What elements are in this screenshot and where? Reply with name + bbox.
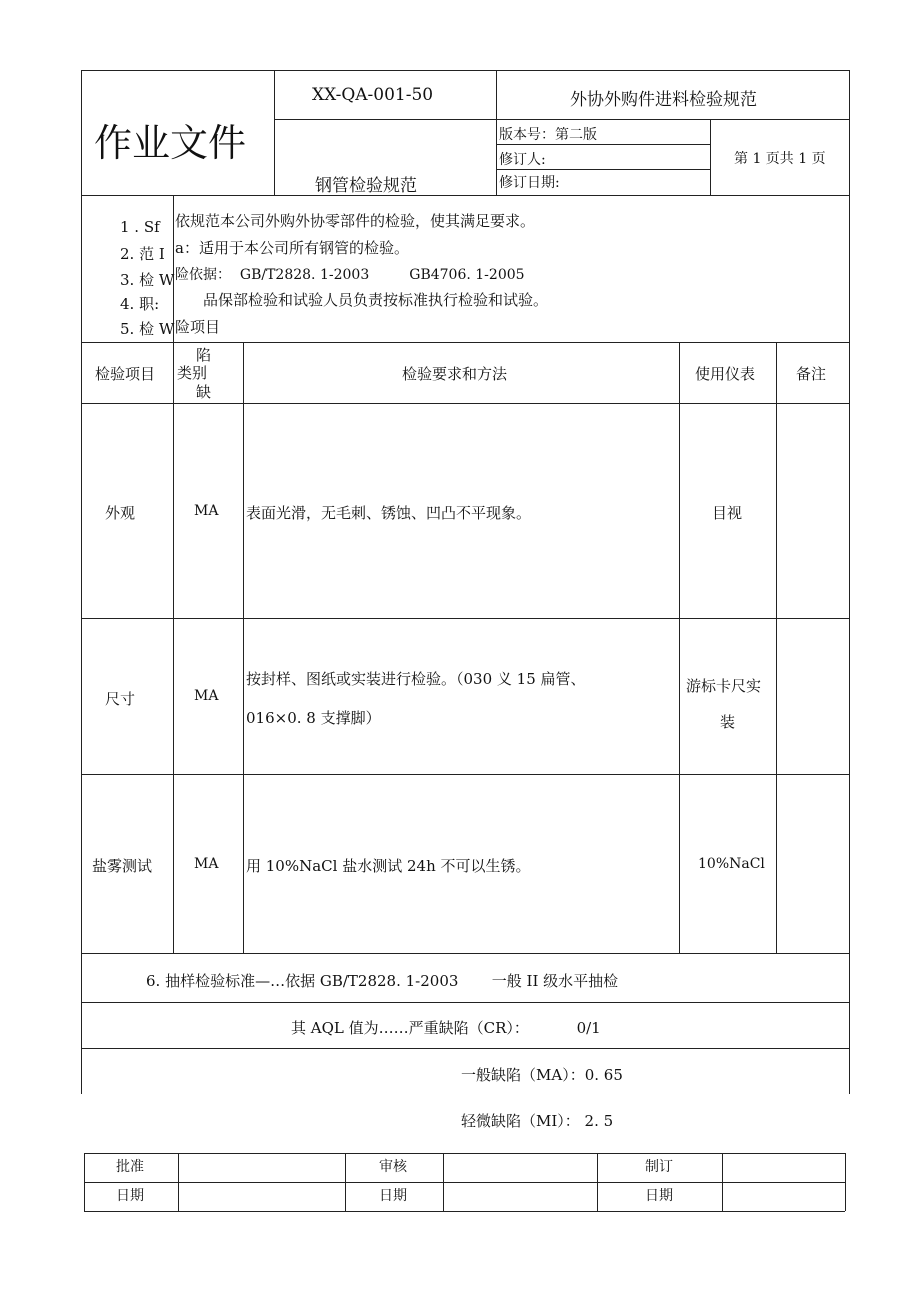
approval-col-0	[84, 1153, 85, 1211]
table-col-1	[173, 342, 174, 953]
row1-instrument: 目视	[712, 504, 743, 522]
frame-top	[81, 70, 849, 71]
approval-mid	[84, 1182, 845, 1183]
doc-type-title: 作业文件	[94, 121, 247, 165]
review-date-label: 日期	[379, 1188, 407, 1204]
approval-col-1	[178, 1153, 179, 1211]
header-divider-3	[710, 119, 711, 195]
row1-item: 外观	[105, 504, 136, 522]
row2-defect: MA	[194, 688, 219, 704]
subject-title: 钢管检验规范	[315, 176, 417, 196]
approval-col-2	[345, 1153, 346, 1211]
section-text-2: a：适用于本公司所有钢管的检验。	[175, 239, 409, 257]
mi-line: 轻微缺陷（MI）： 2. 5	[461, 1112, 614, 1130]
row1-defect: MA	[194, 503, 219, 519]
prepare-date-label: 日期	[645, 1188, 673, 1204]
section-num-3: 3. 检 W	[120, 271, 175, 289]
table-bottom-line	[81, 953, 849, 954]
page-info: 第 1 页共 1 页	[734, 151, 826, 167]
row3-instrument: 10%NaCl	[698, 856, 765, 872]
row2-method-line1: 按封样、图纸或实装进行检验。（030 义 15 扁管、	[246, 670, 586, 688]
th-instrument: 使用仪表	[695, 365, 756, 383]
section-text-3: 险依据： GB/T2828. 1-2003 GB4706. 1-2005	[175, 267, 525, 283]
header-subline-2	[496, 169, 710, 170]
header-subline-1	[496, 144, 710, 145]
aql-line: 其 AQL 值为……严重缺陷（CR）： 0/1	[291, 1019, 601, 1037]
header-divider-2	[496, 70, 497, 195]
approve-date-label: 日期	[116, 1188, 144, 1204]
section-num-1: 1 . Sf	[120, 218, 160, 236]
th-defect-bottom: 缺	[196, 383, 212, 401]
doc-code: XX-QA-001-50	[312, 85, 434, 105]
th-defect-mid: 类别	[177, 364, 208, 382]
th-method: 检验要求和方法	[402, 365, 508, 383]
header-bottom-line	[81, 195, 849, 196]
approval-col-4	[597, 1153, 598, 1211]
header-mid-line	[274, 119, 849, 120]
section-text-4: 品保部检验和试验人员负责按标准执行检验和试验。	[203, 291, 549, 309]
row2-item: 尺寸	[105, 690, 136, 708]
header-divider-1	[274, 70, 275, 195]
reviser-label: 修订人:	[499, 152, 546, 168]
section-text-5: 险项目	[175, 318, 221, 336]
sampling-standard: 6. 抽样检验标准—…依据 GB/T2828. 1-2003 一般 II 级水平抽检	[146, 972, 619, 990]
row3-method: 用 10%NaCl 盐水测试 24h 不可以生锈。	[246, 857, 531, 875]
doc-title: 外协外购件进料检验规范	[570, 90, 757, 110]
table-row-line-1	[81, 618, 849, 619]
version-label: 版本号：第二版	[499, 127, 597, 143]
sampling-line-1	[81, 1002, 849, 1003]
row2-instrument-line1: 游标卡尺实	[686, 677, 762, 695]
approval-col-3	[443, 1153, 444, 1211]
th-defect-top: 陷	[196, 346, 212, 364]
ma-line: 一般缺陷（MA）：0. 65	[461, 1066, 623, 1084]
table-row-line-2	[81, 774, 849, 775]
section-text-1: 依规范本公司外购外协零部件的检验，使其满足要求。	[175, 212, 536, 230]
row3-defect: MA	[194, 856, 219, 872]
revise-date-label: 修订日期:	[499, 175, 560, 191]
approval-col-6	[845, 1153, 846, 1211]
prepare-label: 制订	[645, 1159, 673, 1175]
approval-col-5	[722, 1153, 723, 1211]
approval-bottom	[84, 1211, 845, 1212]
approve-label: 批准	[116, 1159, 144, 1175]
frame-right	[849, 70, 850, 1094]
row3-item: 盐雾测试	[92, 857, 153, 875]
table-header-line	[81, 403, 849, 404]
section-num-2: 2. 范 I	[120, 245, 165, 263]
table-col-4	[776, 342, 777, 953]
row1-method: 表面光滑，无毛刺、锈蚀、凹凸不平现象。	[246, 504, 532, 522]
review-label: 审核	[379, 1159, 407, 1175]
table-top-line	[81, 342, 849, 343]
table-col-2	[243, 342, 244, 953]
section-num-5: 5. 检 W	[120, 320, 175, 338]
approval-top	[84, 1153, 845, 1154]
th-remark: 备注	[796, 365, 827, 383]
row2-method-line2: 016×0. 8 支撑脚）	[246, 709, 381, 727]
table-col-3	[679, 342, 680, 953]
sampling-line-2	[81, 1048, 849, 1049]
row2-instrument-line2: 装	[720, 713, 736, 731]
th-item: 检验项目	[95, 365, 156, 383]
frame-left	[81, 70, 82, 1094]
section-num-4: 4. 职:	[120, 295, 160, 313]
